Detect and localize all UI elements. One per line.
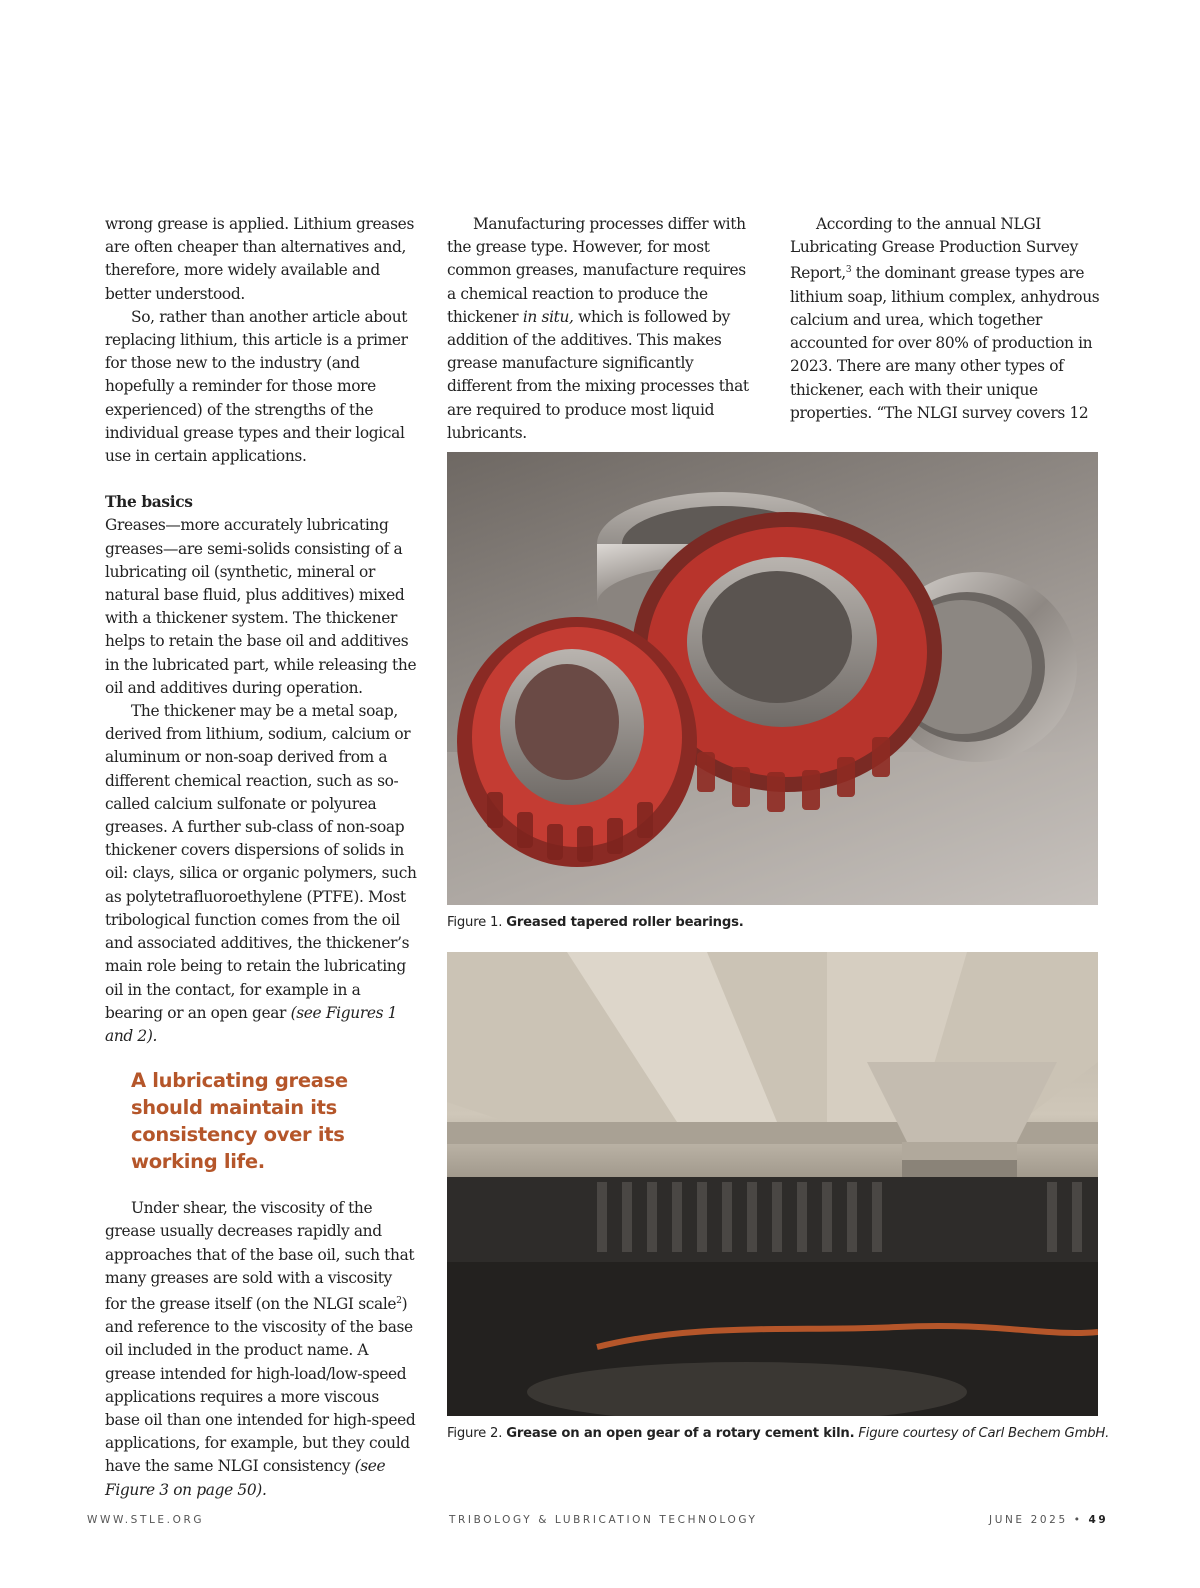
figure-2-photo (447, 952, 1098, 1416)
footer-date: JUNE 2025 (989, 1514, 1068, 1526)
footer-date-page (989, 1514, 1108, 1526)
footer-website: WWW.STLE.ORG (87, 1514, 205, 1526)
paragraph: So, rather than another article about replacing lithium, this article is a primer for those new to the industry (and hopefully a reminder for those more experienced) of the strengths of the individual grease types and their logical use in certain applications. (105, 307, 408, 466)
italic-term: in situ, (522, 307, 574, 326)
paragraph-text: the dominant grease types are lithium soap, lithium complex, anhydrous calcium and urea, which together accounted for over 80% of production in 2023. There are many other types of thickener, each with their unique properties. “The NLGI survey covers 12 (790, 264, 1100, 422)
figure-2-caption (447, 1426, 1109, 1441)
paragraph-text: ) and reference to the viscosity of the base oil included in the product name. A grease intended for high-load/low-speed applications requires a more viscous base oil than one intended for high-speed applications, for example, but they could have the same NLGI consistency (105, 1295, 416, 1476)
column-1 (105, 213, 417, 1502)
figure-1-caption (447, 915, 744, 930)
footer-separator: • (1073, 1514, 1083, 1526)
pull-quote: A lubricating grease should maintain its consistency over its working life. (131, 1069, 348, 1174)
figure-reference: (see Figure 3 on page 50). (105, 1457, 386, 1499)
paragraph-text: Under shear, the viscosity of the grease usually decreases rapidly and approaches that of the base oil, such that many greases are sold with a viscosity for the grease itself (on the NLGI scale (105, 1199, 415, 1314)
paragraph-text: which is followed by addition of the additives. This makes grease manufacture significantly different from the mixing processes that are required to produce most liquid lubricants. (447, 307, 749, 442)
section-heading: The basics (105, 493, 193, 512)
figure-label: Figure 2. (447, 1426, 503, 1441)
column-3 (790, 213, 1102, 425)
paragraph-text: Manufacturing processes differ with the grease type. However, for most common greases, manufacture requires a chemical reaction to produce the thickener (447, 215, 746, 326)
paragraph (790, 213, 1102, 425)
figure-1-photo (447, 452, 1098, 905)
paragraph (105, 700, 417, 1048)
bearings-illustration (447, 452, 1098, 905)
paragraph: wrong grease is applied. Lithium greases are often cheaper than alternatives and, therefore, more widely available and better understood. (105, 215, 414, 303)
paragraph-text: According to the annual NLGI Lubricating Grease Production Survey Report, (790, 215, 1078, 283)
paragraph (447, 213, 752, 445)
figure-label: Figure 1. (447, 915, 503, 930)
caption-text: Greased tapered roller bearings. (506, 915, 744, 930)
paragraph-text: The thickener may be a metal soap, derived from lithium, sodium, calcium or aluminum or non-soap derived from a different chemical reaction, such as so-called calcium sulfonate or polyurea greases. A further sub-class of non-soap thickener covers dispersions of solids in oil: clays, silica or organic polymers, such as polytetrafluoroethylene (PTFE). Most tribological function comes from the oil and associated additives, the thickener’s main role being to retain the lubricating oil in the contact, for example in a bearing or an open gear (105, 702, 417, 1022)
figure-reference: (see Figures 1 and 2). (105, 1003, 398, 1045)
page-number: 49 (1088, 1514, 1109, 1526)
paragraph (105, 1197, 417, 1502)
open-gear-illustration (447, 952, 1098, 1416)
footer-publication: TRIBOLOGY & LUBRICATION TECHNOLOGY (449, 1514, 758, 1526)
column-2 (447, 213, 752, 445)
footnote-marker: 3 (845, 265, 852, 276)
paragraph: Greases—more accurately lubricating greases—are semi-solids consisting of a lubricating oil (synthetic, mineral or natural base fluid, plus additives) mixed with a thickener system. The thickener helps to retain the base oil and additives in the lubricated part, while releasing the oil and additives during operation. (105, 516, 417, 697)
caption-credit: Figure courtesy of Carl Bechem GmbH. (858, 1426, 1110, 1441)
footnote-marker: 2 (396, 1295, 402, 1306)
caption-text: Grease on an open gear of a rotary cement kiln. (506, 1426, 855, 1441)
